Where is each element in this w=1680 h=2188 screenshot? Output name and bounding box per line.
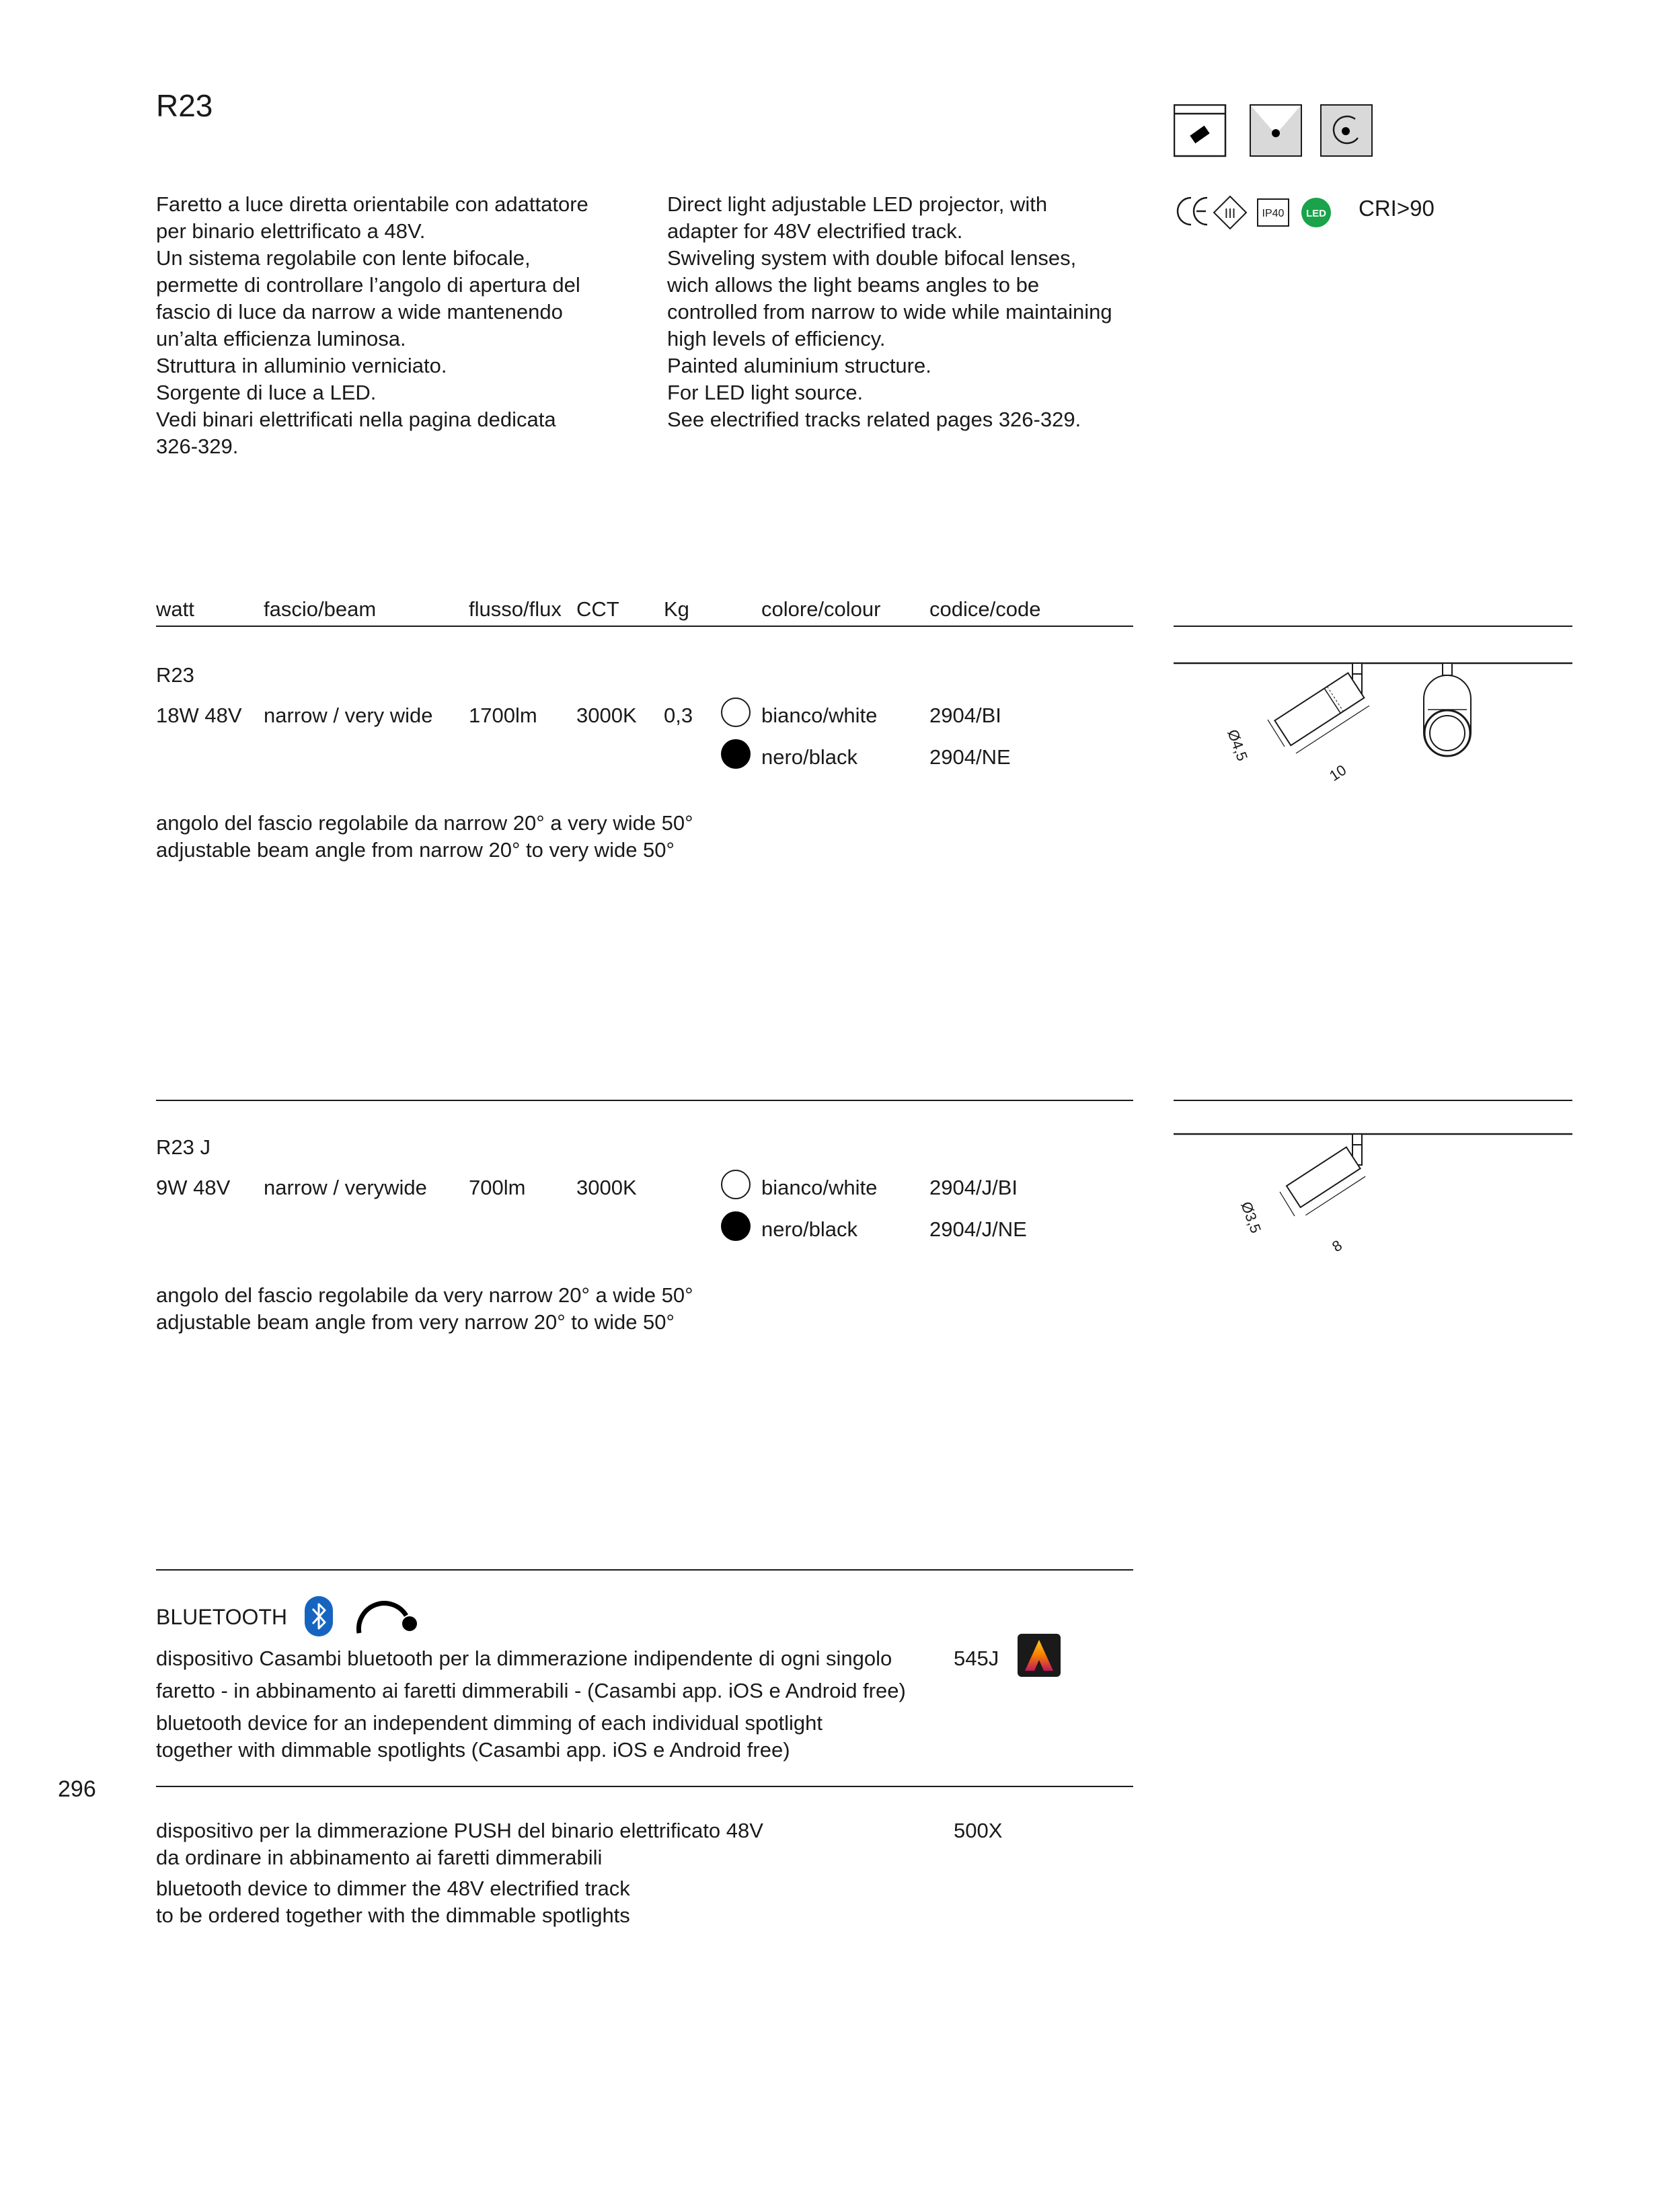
black-swatch xyxy=(721,739,751,769)
page-number: 296 xyxy=(58,1776,96,1802)
dim-length: 10 xyxy=(1326,761,1350,785)
section-divider xyxy=(156,1569,1133,1571)
cri-label: CRI>90 xyxy=(1359,196,1435,221)
dim-length: 8 xyxy=(1329,1236,1345,1256)
product-r23-drawing xyxy=(1174,646,1577,804)
variant-colour: bianco/white xyxy=(761,704,878,727)
spot-side-view xyxy=(1224,663,1369,784)
bluetooth-code: 545J xyxy=(954,1647,999,1670)
product-watt: 18W 48V xyxy=(156,704,242,727)
product-flux: 1700lm xyxy=(469,704,537,727)
bluetooth-desc-it-2: faretto - in abbinamento ai faretti dimmerabili - (Casambi app. iOS e Android free) xyxy=(156,1679,906,1702)
push-code: 500X xyxy=(954,1819,1003,1842)
led-badge-icon xyxy=(1301,198,1331,227)
track-spot-icon xyxy=(1174,105,1225,156)
header-rule xyxy=(156,626,1133,627)
product-cct: 3000K xyxy=(576,1176,637,1199)
bluetooth-desc-en-1: bluetooth device for an independent dimming of each individual spotlight xyxy=(156,1711,823,1735)
col-watt: watt xyxy=(156,597,194,621)
class-iii-label: III xyxy=(1224,206,1236,221)
product-kg: 0,3 xyxy=(664,704,693,727)
col-colour: colore/colour xyxy=(761,597,881,621)
variant-colour: nero/black xyxy=(761,1217,858,1241)
feature-icons xyxy=(1174,104,1382,163)
push-desc-en-1: bluetooth device to dimmer the 48V electrified track xyxy=(156,1877,630,1900)
section-divider xyxy=(156,1786,1133,1787)
beam-note-en: adjustable beam angle from narrow 20° to very wide 50° xyxy=(156,838,675,862)
intro-it: Faretto a luce diretta orientabile con adattatore per binario elettrificato a 48V. Un sistema regolabile con lente bifocale, permette di controllare l’angolo di apertura del fascio di luce da narrow a wide mantenendo un’alta efficienza luminosa. Struttura in alluminio verniciato. Sorgente di luce a LED. Vedi binari elettrificati nella pagina dedicata 326-329. xyxy=(156,192,588,458)
led-label: LED xyxy=(1306,208,1326,219)
product-name: R23 J xyxy=(156,1135,211,1159)
drawing-rule xyxy=(1174,626,1572,627)
ip40-icon xyxy=(1258,199,1289,226)
casambi-app-icon xyxy=(1017,1633,1061,1681)
product-r23-j-drawing xyxy=(1174,1117,1577,1275)
push-desc-en-2: to be ordered together with the dimmable spotlights xyxy=(156,1903,630,1927)
ip-label: IP40 xyxy=(1262,208,1285,219)
spot-side-view xyxy=(1237,1134,1365,1255)
col-kg: Kg xyxy=(664,597,689,621)
beam-note-it: angolo del fascio regolabile da very narrow 20° a wide 50° xyxy=(156,1283,693,1307)
rotation-icon xyxy=(1321,105,1372,156)
beam-note-it: angolo del fascio regolabile da narrow 20° a very wide 50° xyxy=(156,811,693,835)
beam-note-en: adjustable beam angle from very narrow 20° to wide 50° xyxy=(156,1310,675,1334)
product-cct: 3000K xyxy=(576,704,637,727)
variant-colour: bianco/white xyxy=(761,1176,878,1199)
variant-code: 2904/J/NE xyxy=(929,1217,1027,1241)
bluetooth-icon xyxy=(304,1595,334,1640)
variant-code: 2904/BI xyxy=(929,704,1001,727)
product-beam: narrow / verywide xyxy=(264,1176,427,1199)
dimmer-arc-icon xyxy=(355,1601,422,1639)
col-flux: flusso/flux xyxy=(469,597,562,621)
ce-mark-icon xyxy=(1178,198,1207,225)
push-desc-it-1: dispositivo per la dimmerazione PUSH del binario elettrificato 48V xyxy=(156,1819,763,1842)
variant-code: 2904/J/BI xyxy=(929,1176,1018,1199)
bluetooth-title: BLUETOOTH xyxy=(156,1605,287,1629)
dim-diameter: Ø3,5 xyxy=(1237,1199,1265,1236)
spot-front-view xyxy=(1424,663,1471,756)
product-name: R23 xyxy=(156,663,194,687)
drawing-rule xyxy=(1174,1100,1572,1101)
col-cct: CCT xyxy=(576,597,619,621)
push-desc-it-2: da ordinare in abbinamento ai faretti dimmerabili xyxy=(156,1846,603,1869)
page-title: R23 xyxy=(156,88,213,123)
product-watt: 9W 48V xyxy=(156,1176,231,1199)
col-beam: fascio/beam xyxy=(264,597,377,621)
dim-diameter: Ø4,5 xyxy=(1224,727,1252,763)
certification-row xyxy=(1174,194,1355,231)
class-iii-icon xyxy=(1214,196,1246,229)
product-flux: 700lm xyxy=(469,1176,526,1199)
variant-colour: nero/black xyxy=(761,745,858,769)
bluetooth-desc-it-1: dispositivo Casambi bluetooth per la dimmerazione indipendente di ogni singolo xyxy=(156,1647,892,1670)
section-divider xyxy=(156,1100,1133,1101)
black-swatch xyxy=(721,1211,751,1241)
product-beam: narrow / very wide xyxy=(264,704,433,727)
intro-en: Direct light adjustable LED projector, with adapter for 48V electrified track. Swiveling system with double bifocal lenses, wich allows the light beams angles to be controlled from narrow to wide while maintaining high levels of efficiency. Painted aluminium structure. For LED light source. See electrified tracks related pages 326-329. xyxy=(667,192,1112,431)
white-swatch xyxy=(721,1170,751,1199)
variant-code: 2904/NE xyxy=(929,745,1011,769)
downlight-beam-icon xyxy=(1250,105,1301,156)
bluetooth-desc-en-2: together with dimmable spotlights (Casambi app. iOS e Android free) xyxy=(156,1738,790,1762)
col-code: codice/code xyxy=(929,597,1041,621)
white-swatch xyxy=(721,697,751,727)
